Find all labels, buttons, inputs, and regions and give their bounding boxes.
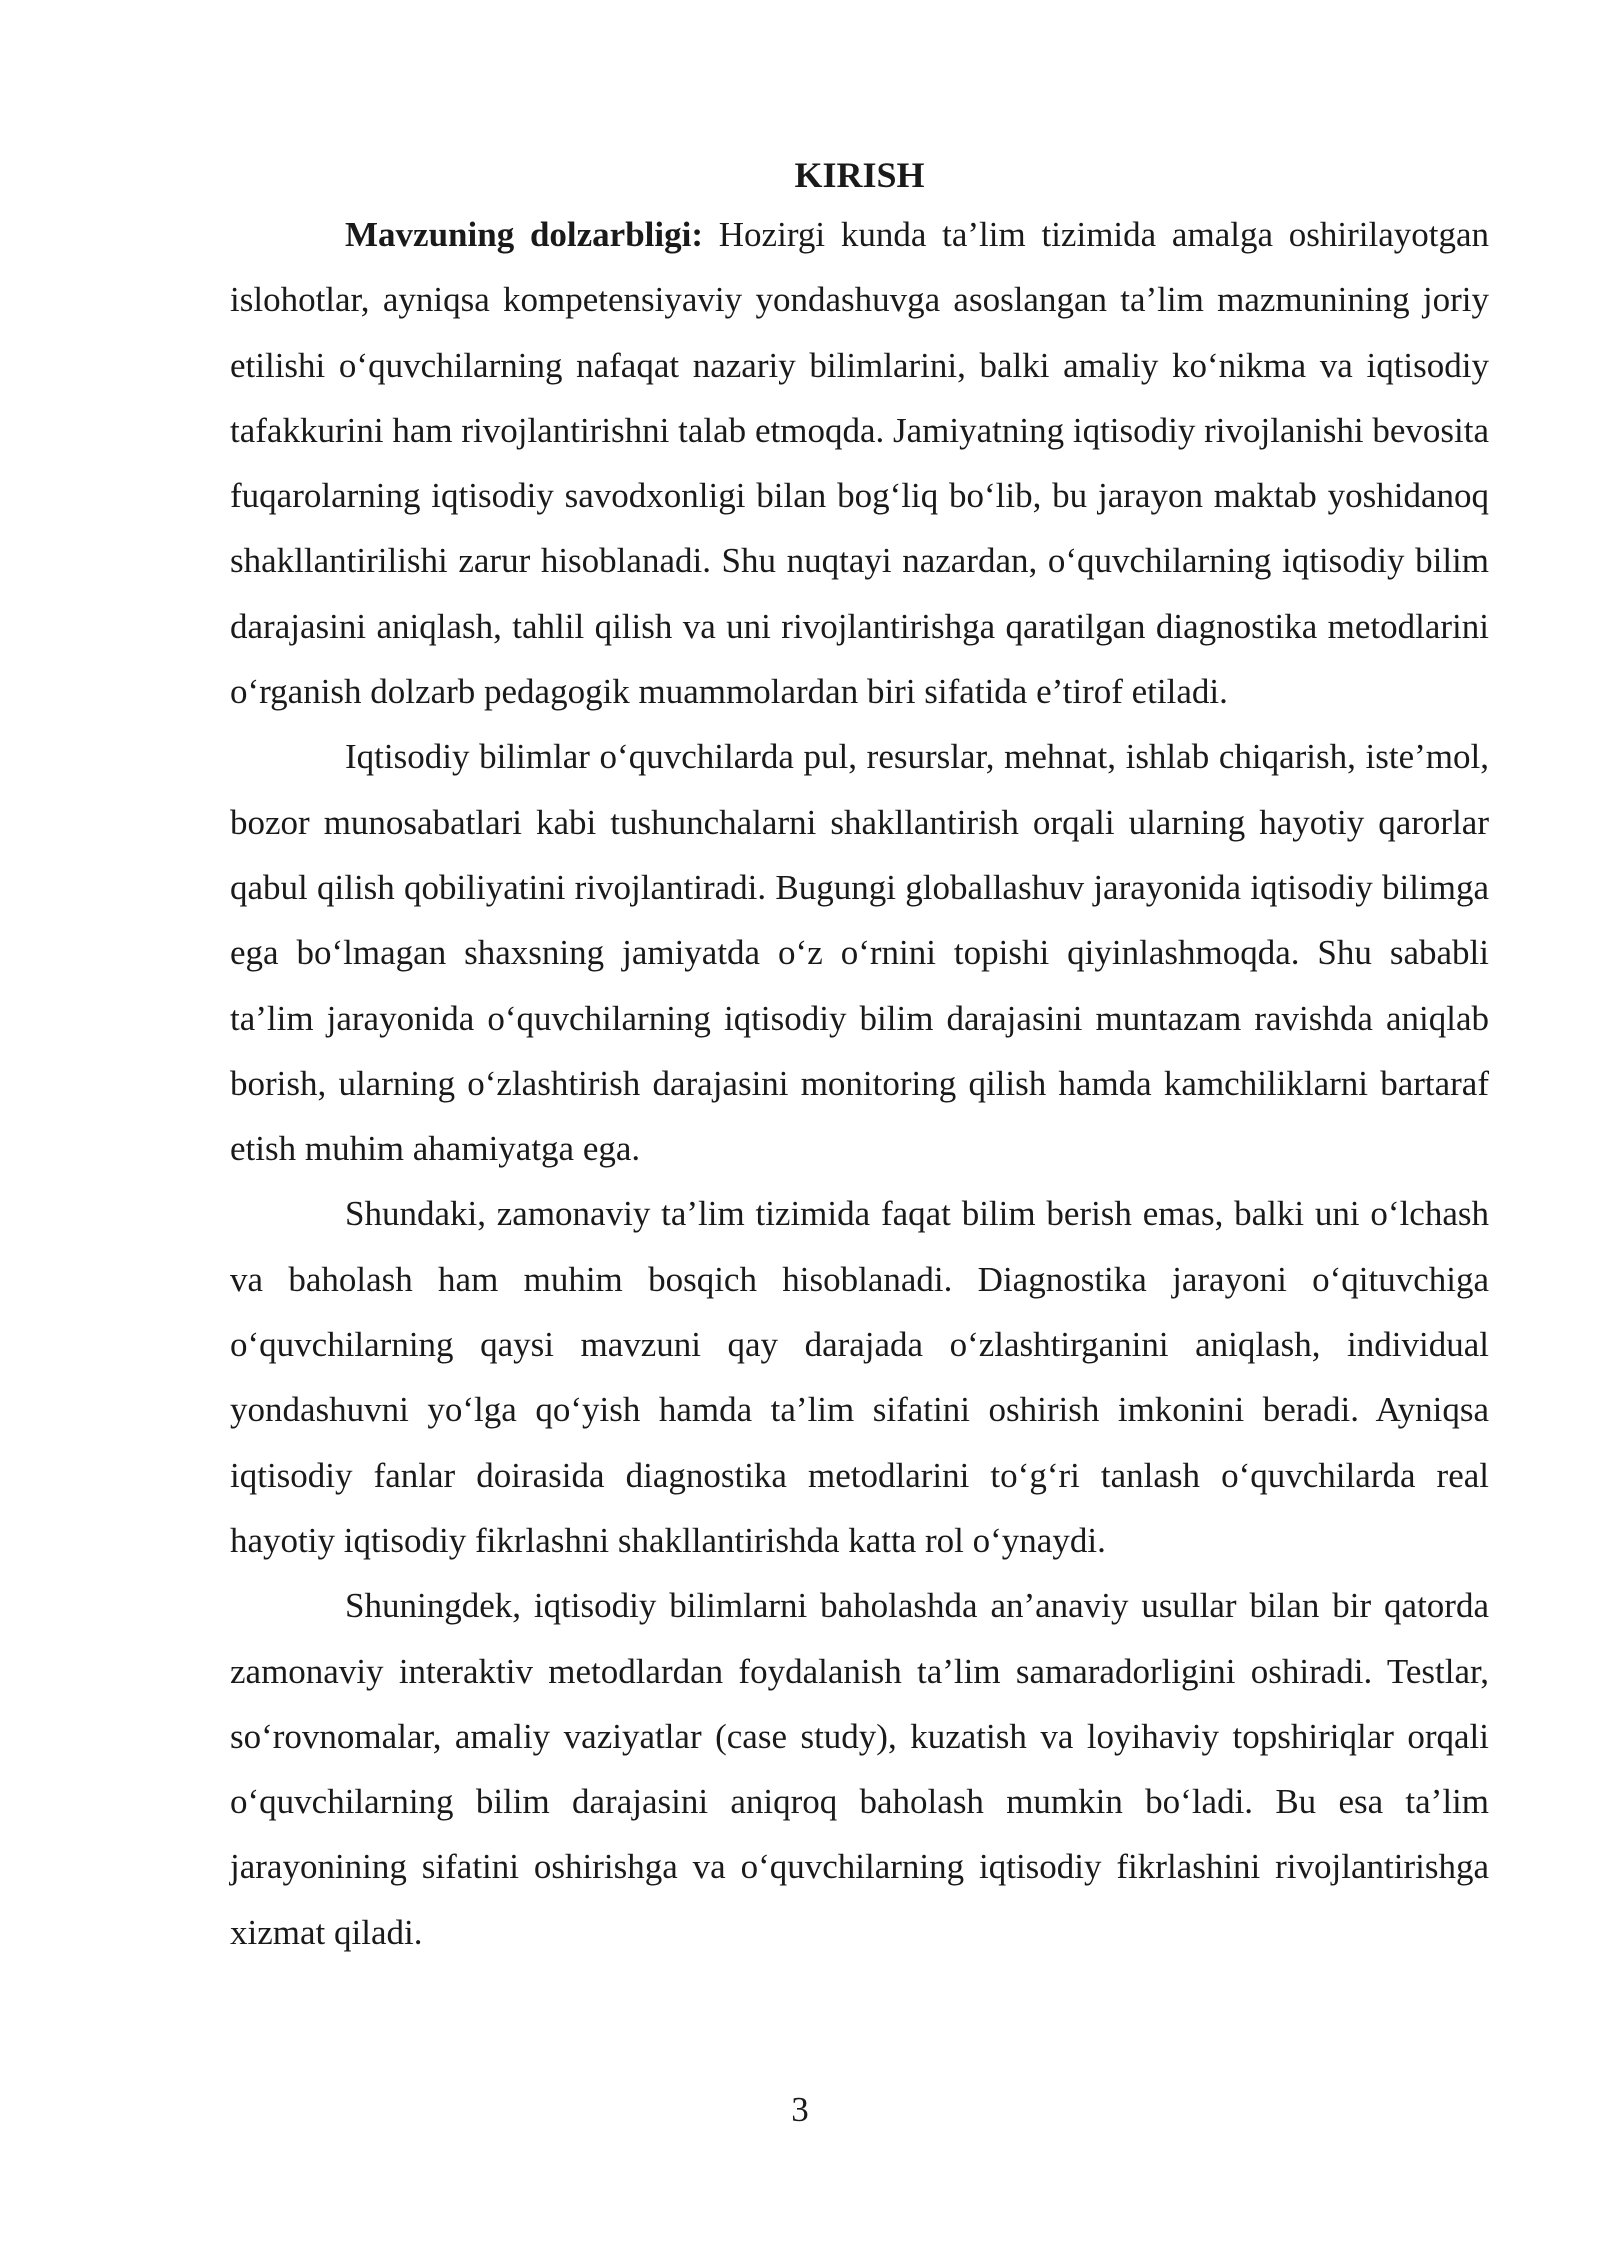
body-paragraph-assessment-methods: Shuningdek, iqtisodiy bilimlarni baholashda an’anaviy usullar bilan bir qatorda zamonaviy interaktiv metodlardan foydalanish ta’lim samaradorligini oshiradi. Testlar, so‘rovnomalar, amaliy vaziyatlar (case study), kuzatish va loyihaviy topshiriqlar orqali o‘quvchilarning bilim darajasini aniqroq baholash mumkin bo‘ladi. Bu esa ta’lim jarayonining sifatini oshirishga va o‘quvchilarning iqtisodiy fikrlashini rivojlantirishga xizmat qiladi. — [230, 1586, 1489, 1952]
page-number: 3 — [791, 2090, 809, 2129]
intro-text: Hozirgi kunda ta’lim tizimida amalga oshirilayotgan islohotlar, ayniqsa kompetensiyaviy yondashuvga asoslangan ta’lim mazmunining joriy etilishi o‘quvchilarning nafaqat nazariy bilimlarini, balki amaliy ko‘nikma va iqtisodiy tafakkurini ham rivojlantirishni talab etmoqda. Jamiyatning iqtisodiy rivojlanishi bevosita fuqarolarning iqtisodiy savodxonligi bilan bog‘liq bo‘lib, bu jarayon maktab yoshidanoq shakllantirilishi zarur hisoblanadi. Shu nuqtayi nazardan, o‘quvchilarning iqtisodiy bilim darajasini aniqlash, tahlil qilish va uni rivojlantirishga qaratilgan diagnostika metodlarini o‘rganish dolzarb pedagogik muammolardan biri sifatida e’tirof etiladi. — [230, 215, 1489, 712]
body-paragraph-economic-knowledge: Iqtisodiy bilimlar o‘quvchilarda pul, resurslar, mehnat, ishlab chiqarish, iste’mol, bozor munosabatlari kabi tushunchalarni shakllantirish orqali ularning hayotiy qarorlar qabul qilish qobiliyatini rivojlantiradi. Bugungi globallashuv jarayonida iqtisodiy bilimga ega bo‘lmagan shaxsning jamiyatda o‘z o‘rnini topishi qiyinlashmoqda. Shu sababli ta’lim jarayonida o‘quvchilarning iqtisodiy bilim darajasini muntazam ravishda aniqlab borish, ularning o‘zlashtirish darajasini monitoring qilish hamda kamchiliklarni bartaraf etish muhim ahamiyatga ega. — [230, 737, 1489, 1169]
body-paragraph-diagnostics: Shundaki, zamonaviy ta’lim tizimida faqat bilim berish emas, balki uni o‘lchash va baholash ham muhim bosqich hisoblanadi. Diagnostika jarayoni o‘qituvchiga o‘quvchilarning qaysi mavzuni qay darajada o‘zlashtirganini aniqlash, individual yondashuvni yo‘lga qo‘yish hamda ta’lim sifatini oshirish imkonini beradi. Ayniqsa iqtisodiy fanlar doirasida diagnostika metodlarini to‘g‘ri tanlash o‘quvchilarda real hayotiy iqtisodiy fikrlashni shakllantirishda katta rol o‘ynaydi. — [230, 1194, 1489, 1560]
section-heading: KIRISH — [794, 155, 925, 195]
intro-paragraph — [230, 202, 1489, 724]
relevance-lead: Mavzuning dolzarbligi: — [345, 215, 704, 254]
page-body — [230, 150, 1489, 1965]
